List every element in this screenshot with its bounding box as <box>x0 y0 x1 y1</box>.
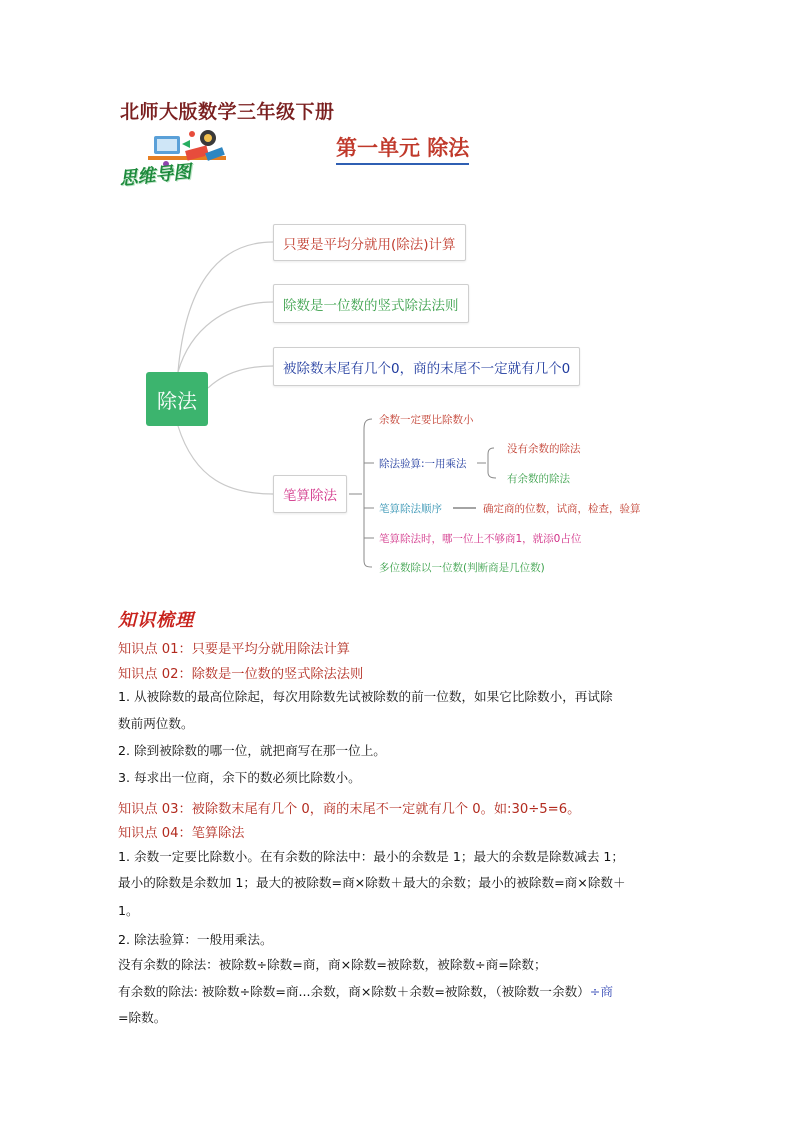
branch-written-division: 笔算除法 <box>273 475 347 513</box>
mindmap-label: 思维导图 <box>118 161 193 190</box>
k2-paragraph-3: 3. 每求出一位商，余下的数必须比除数小。 <box>118 770 361 785</box>
k2-paragraph-2: 2. 除到被除数的哪一位，就把商写在那一位上。 <box>118 743 386 758</box>
sub-order-steps: 确定商的位数，试商，检查，验算 <box>483 503 641 515</box>
k4-paragraph-3: 没有余数的除法：被除数÷除数=商，商×除数=被除数，被除数÷商=除数； <box>118 957 547 972</box>
sub-remainder-less: 余数一定要比除数小 <box>379 414 474 426</box>
unit-title: 第一单元 除法 <box>336 132 469 165</box>
k4-paragraph-4a-text: 有余数的除法: 被除数÷除数=商...余数，商×除数＋余数=被除数，（被除数一余数） <box>118 984 590 999</box>
branch-vertical-division-rule: 除数是一位数的竖式除法法则 <box>273 284 469 323</box>
branch-trailing-zeros: 被除数末尾有几个0，商的末尾不一定就有几个0 <box>273 347 580 386</box>
knowledge-point-02: 知识点 02：除数是一位数的竖式除法法则 <box>118 667 364 682</box>
k4-paragraph-4a <box>118 981 613 1000</box>
book-title: 北师大版数学三年级下册 <box>120 101 335 123</box>
k4-paragraph-1a: 1. 余数一定要比除数小。在有余数的除法中：最小的余数是 1；最大的余数是除数减去 1； <box>118 849 625 864</box>
k4-paragraph-4b: =除数。 <box>118 1010 167 1025</box>
sub-multi-digit: 多位数除以一位数(判断商是几位数) <box>379 562 545 574</box>
sub-with-remainder: 有余数的除法 <box>507 473 570 485</box>
knowledge-point-03: 知识点 03：被除数末尾有几个 0，商的末尾不一定就有几个 0。如:30÷5=6。 <box>118 802 581 817</box>
knowledge-point-01: 知识点 01：只要是平均分就用除法计算 <box>118 642 350 657</box>
k4-paragraph-1c: 1。 <box>118 903 139 918</box>
k4-paragraph-1b: 最小的除数是余数加 1；最大的被除数=商×除数＋最大的余数；最小的被除数=商×除数＋ <box>118 875 626 890</box>
sub-zero-placeholder: 笔算除法时，哪一位上不够商1，就添0占位 <box>379 533 582 545</box>
k2-paragraph-1b: 数前两位数。 <box>118 716 194 731</box>
knowledge-point-04: 知识点 04：笔算除法 <box>118 826 245 841</box>
mindmap-root: 除法 <box>146 372 208 426</box>
k2-paragraph-1a: 1. 从被除数的最高位除起，每次用除数先试被除数的前一位数，如果它比除数小，再试除 <box>118 689 613 704</box>
k4-paragraph-2: 2. 除法验算：一般用乘法。 <box>118 932 273 947</box>
sub-division-order: 笔算除法顺序 <box>379 503 442 515</box>
sub-no-remainder: 没有余数的除法 <box>507 443 581 455</box>
section-title: 知识梳理 <box>118 610 194 631</box>
k4-paragraph-4a-divide: ÷商 <box>589 984 613 999</box>
sub-check-multiply: 除法验算:一用乘法 <box>379 458 467 470</box>
branch-average-division: 只要是平均分就用(除法)计算 <box>273 224 466 261</box>
